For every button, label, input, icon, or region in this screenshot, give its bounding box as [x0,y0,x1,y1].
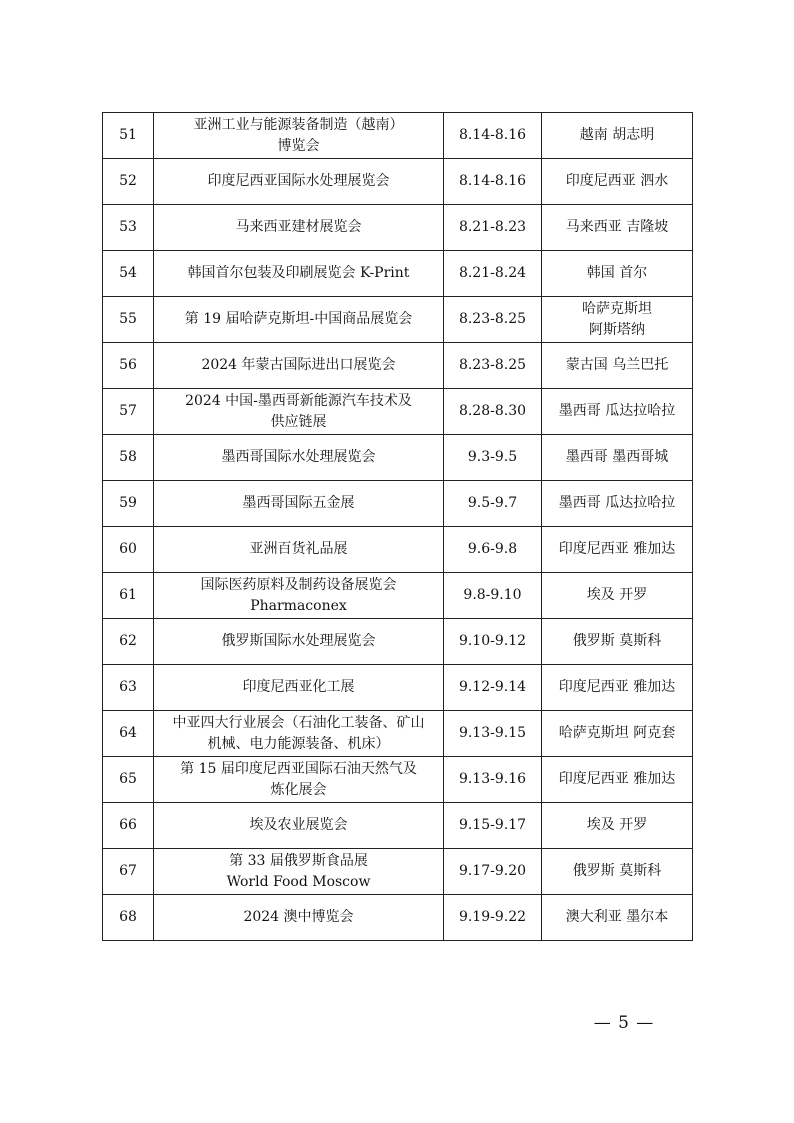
table-row [103,573,693,619]
exhibition-date: 9.5-9.7 [444,481,542,527]
table-row [103,665,693,711]
exhibition-name-line: 博览会 [277,137,320,154]
exhibition-location-line: 埃及 开罗 [586,817,648,833]
exhibition-name-line: 国际医药原料及制药设备展览会 [200,576,397,593]
exhibition-name [154,159,444,205]
exhibition-name [154,113,444,159]
exhibition-date: 8.23-8.25 [444,343,542,389]
exhibition-location [542,527,693,573]
exhibition-name [154,481,444,527]
row-number: 66 [103,803,154,849]
exhibition-date: 9.19-9.22 [444,895,542,941]
table-row [103,757,693,803]
exhibition-name-line: 亚洲工业与能源装备制造（越南） [193,116,404,133]
exhibition-name [154,435,444,481]
exhibition-date: 8.14-8.16 [444,113,542,159]
exhibition-name-line: 第 33 届俄罗斯食品展 [229,852,368,869]
exhibition-name-line: 中亚四大行业展会（石油化工装备、矿山 [172,714,425,731]
exhibition-name-line: 韩国首尔包装及印刷展览会 K-Print [187,265,410,281]
exhibition-table [102,112,693,941]
table-row [103,849,693,895]
exhibition-location-line: 印度尼西亚 雅加达 [558,679,676,695]
exhibition-name-line: 炼化展会 [270,781,327,798]
exhibition-location [542,251,693,297]
row-number: 51 [103,113,154,159]
table-row [103,389,693,435]
exhibition-location-line: 墨西哥 墨西哥城 [565,449,669,465]
exhibition-date: 9.10-9.12 [444,619,542,665]
table-row [103,297,693,343]
exhibition-name-line: World Food Moscow [226,873,371,890]
exhibition-location [542,711,693,757]
exhibition-name-line: 墨西哥国际水处理展览会 [221,449,376,465]
exhibition-name [154,389,444,435]
exhibition-date: 9.3-9.5 [444,435,542,481]
table-row [103,435,693,481]
row-number: 63 [103,665,154,711]
exhibition-location-line: 阿斯塔纳 [589,321,645,338]
exhibition-name-line: 2024 年蒙古国际进出口展览会 [201,357,396,373]
exhibition-location [542,435,693,481]
row-number: 64 [103,711,154,757]
exhibition-name [154,803,444,849]
exhibition-date: 9.12-9.14 [444,665,542,711]
row-number: 52 [103,159,154,205]
exhibition-table-body [103,113,693,941]
row-number: 58 [103,435,154,481]
exhibition-name-line: 机械、电力能源装备、机床） [207,735,390,752]
row-number: 57 [103,389,154,435]
exhibition-location [542,159,693,205]
row-number: 59 [103,481,154,527]
table-row [103,527,693,573]
exhibition-name-line: 马来西亚建材展览会 [235,219,362,235]
exhibition-date: 9.13-9.16 [444,757,542,803]
exhibition-location-line: 澳大利亚 墨尔本 [565,909,669,925]
exhibition-location-line: 俄罗斯 莫斯科 [572,633,662,649]
exhibition-name-line: 俄罗斯国际水处理展览会 [221,633,376,649]
row-number: 60 [103,527,154,573]
exhibition-name-line: 第 19 届哈萨克斯坦-中国商品展览会 [184,311,413,327]
exhibition-date: 9.17-9.20 [444,849,542,895]
exhibition-date: 8.14-8.16 [444,159,542,205]
exhibition-location-line: 哈萨克斯坦 阿克套 [558,725,676,741]
exhibition-location-line: 哈萨克斯坦 [582,300,652,317]
exhibition-date: 9.15-9.17 [444,803,542,849]
exhibition-name [154,527,444,573]
table-row [103,159,693,205]
exhibition-name [154,251,444,297]
exhibition-name-line: 第 15 届印度尼西亚国际石油天然气及 [180,760,417,777]
exhibition-location [542,205,693,251]
page-number: — 5 — [593,1013,655,1033]
exhibition-location [542,849,693,895]
exhibition-name-line: Pharmaconex [250,597,347,614]
exhibition-name [154,205,444,251]
row-number: 62 [103,619,154,665]
exhibition-location [542,481,693,527]
exhibition-name [154,343,444,389]
row-number: 61 [103,573,154,619]
exhibition-location [542,343,693,389]
row-number: 68 [103,895,154,941]
table-row [103,113,693,159]
exhibition-location-line: 印度尼西亚 泗水 [565,173,669,189]
exhibition-location-line: 墨西哥 瓜达拉哈拉 [558,495,676,511]
exhibition-name-line: 亚洲百货礼品展 [249,541,348,557]
exhibition-name-line: 2024 中国-墨西哥新能源汽车技术及 [185,392,412,409]
table-row [103,205,693,251]
exhibition-date: 9.8-9.10 [444,573,542,619]
exhibition-location-line: 印度尼西亚 雅加达 [558,541,676,557]
exhibition-date: 8.28-8.30 [444,389,542,435]
table-row [103,895,693,941]
exhibition-location [542,665,693,711]
exhibition-name [154,895,444,941]
exhibition-location-line: 墨西哥 瓜达拉哈拉 [558,403,676,419]
exhibition-name-line: 印度尼西亚化工展 [242,679,355,695]
exhibition-location [542,619,693,665]
table-row [103,711,693,757]
exhibition-location-line: 印度尼西亚 雅加达 [558,771,676,787]
exhibition-date: 8.23-8.25 [444,297,542,343]
exhibition-location-line: 马来西亚 吉隆坡 [565,219,669,235]
row-number: 53 [103,205,154,251]
exhibition-location [542,573,693,619]
exhibition-name-line: 埃及农业展览会 [249,817,348,833]
exhibition-location-line: 韩国 首尔 [586,265,648,281]
row-number: 65 [103,757,154,803]
table-row [103,481,693,527]
exhibition-location [542,389,693,435]
exhibition-name [154,573,444,619]
exhibition-location [542,895,693,941]
exhibition-date: 9.6-9.8 [444,527,542,573]
exhibition-location [542,803,693,849]
table-row [103,343,693,389]
row-number: 67 [103,849,154,895]
exhibition-location-line: 埃及 开罗 [586,587,648,603]
table-row [103,619,693,665]
exhibition-location [542,757,693,803]
row-number: 56 [103,343,154,389]
exhibition-name-line: 印度尼西亚国际水处理展览会 [207,173,390,189]
exhibition-location-line: 俄罗斯 莫斯科 [572,863,662,879]
exhibition-location-line: 越南 胡志明 [579,127,655,143]
exhibition-name [154,711,444,757]
exhibition-location-line: 蒙古国 乌兰巴托 [565,357,669,373]
exhibition-name [154,665,444,711]
exhibition-name [154,849,444,895]
exhibition-location [542,113,693,159]
exhibition-name [154,757,444,803]
row-number: 55 [103,297,154,343]
exhibition-date: 8.21-8.24 [444,251,542,297]
exhibition-name-line: 供应链展 [270,413,327,430]
exhibition-date: 8.21-8.23 [444,205,542,251]
table-row [103,251,693,297]
exhibition-name-line: 墨西哥国际五金展 [242,495,355,511]
table-row [103,803,693,849]
exhibition-name [154,619,444,665]
exhibition-location [542,297,693,343]
exhibition-name-line: 2024 澳中博览会 [243,909,354,925]
row-number: 54 [103,251,154,297]
exhibition-date: 9.13-9.15 [444,711,542,757]
exhibition-name [154,297,444,343]
